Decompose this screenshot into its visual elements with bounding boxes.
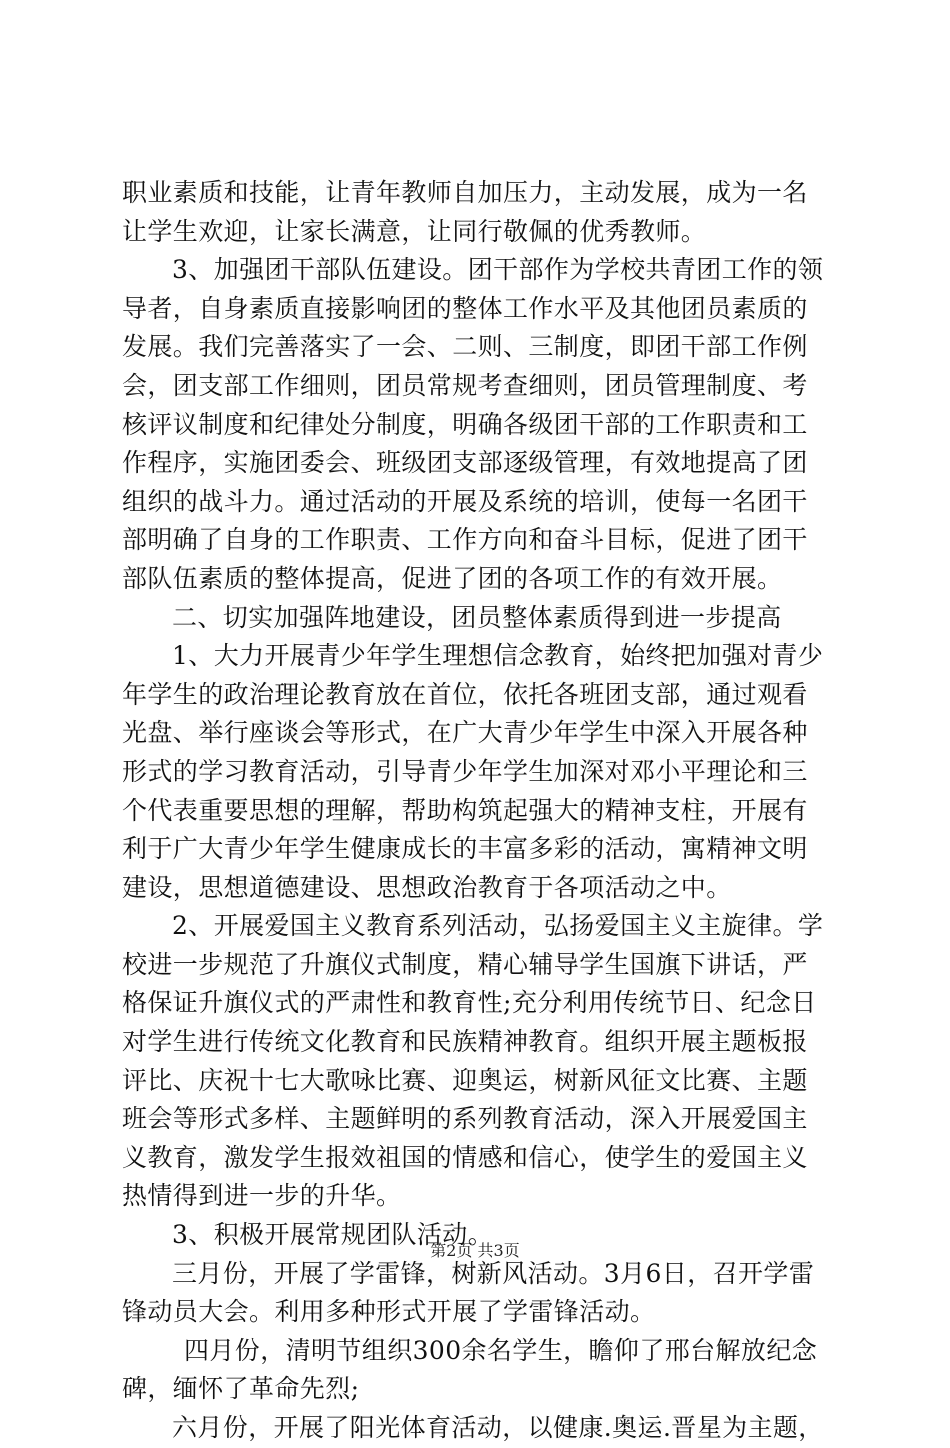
page-footer [0, 1239, 950, 1263]
paragraph-start-line: 三月份，开展了学雷锋，树新风活动。3月6日，召开学雷 [172, 1258, 815, 1288]
text-line: 让学生欢迎，让家长满意，让同行敬佩的优秀教师。 [122, 216, 707, 246]
paragraph-start-line: 1、大力开展青少年学生理想信念教育，始终把加强对青少 [172, 641, 824, 671]
text-line: 部明确了自身的工作职责、工作方向和奋斗目标，促进了团干 [122, 525, 808, 555]
text-line: 组织的战斗力。通过活动的开展及系统的培训，使每一名团干 [122, 486, 808, 516]
text-line: 碑，缅怀了革命先烈; [122, 1374, 360, 1404]
text-line: 格保证升旗仪式的严肃性和教育性;充分利用传统节日、纪念日 [122, 988, 817, 1018]
paragraph-start-line: 3、加强团干部队伍建设。团干部作为学校共青团工作的领 [172, 255, 824, 285]
text-line: 会，团支部工作细则，团员常规考查细则，团员管理制度、考 [122, 370, 808, 400]
text-line: 光盘、举行座谈会等形式，在广大青少年学生中深入开展各种 [122, 718, 808, 748]
text-line: 建设，思想道德建设、思想政治教育于各项活动之中。 [122, 872, 732, 902]
text-line: 评比、庆祝十七大歌咏比赛、迎奥运，树新风征文比赛、主题 [122, 1065, 808, 1095]
text-line: 个代表重要思想的理解，帮助构筑起强大的精神支柱，开展有 [122, 795, 808, 825]
section-heading: 二、切实加强阵地建设，团员整体素质得到进一步提高 [172, 602, 782, 632]
text-line: 形式的学习教育活动，引导青少年学生加深对邓小平理论和三 [122, 756, 808, 786]
paragraph-start-line: 2、开展爱国主义教育系列活动，弘扬爱国主义主旋律。学 [172, 911, 824, 941]
text-line: 导者，自身素质直接影响团的整体工作水平及其他团员素质的 [122, 293, 808, 323]
text-line: 义教育，激发学生报效祖国的情感和信心，使学生的爱国主义 [122, 1142, 808, 1172]
page-number-label: 第2页 共3页 [430, 1241, 520, 1260]
text-line: 发展。我们完善落实了一会、二则、三制度，即团干部工作例 [122, 332, 808, 362]
text-line: 班会等形式多样、主题鲜明的系列教育活动，深入开展爱国主 [122, 1104, 808, 1134]
text-line: 核评议制度和纪律处分制度，明确各级团干部的工作职责和工 [122, 409, 808, 439]
text-line: 热情得到进一步的升华。 [122, 1181, 402, 1211]
paragraph-start-line: 四月份，清明节组织300余名学生，瞻仰了邢台解放纪念 [184, 1335, 818, 1365]
text-line: 利于广大青少年学生健康成长的丰富多彩的活动，寓精神文明 [122, 834, 808, 864]
text-line: 年学生的政治理论教育放在首位，依托各班团支部，通过观看 [122, 679, 808, 709]
text-line: 对学生进行传统文化教育和民族精神教育。组织开展主题板报 [122, 1027, 808, 1057]
text-line: 校进一步规范了升旗仪式制度，精心辅导学生国旗下讲话，严 [122, 949, 808, 979]
text-line: 职业素质和技能，让青年教师自加压力，主动发展，成为一名 [122, 178, 808, 207]
text-line: 部队伍素质的整体提高，促进了团的各项工作的有效开展。 [122, 563, 783, 593]
text-line: 锋动员大会。利用多种形式开展了学雷锋活动。 [122, 1297, 656, 1327]
text-line: 作程序，实施团委会、班级团支部逐级管理，有效地提高了团 [122, 448, 808, 478]
paragraph-start-line: 六月份，开展了阳光体育活动，以健康.奥运.晋星为主题， [172, 1413, 824, 1442]
paragraph-start-line: 3、积极开展常规团队活动。 [172, 1220, 494, 1250]
